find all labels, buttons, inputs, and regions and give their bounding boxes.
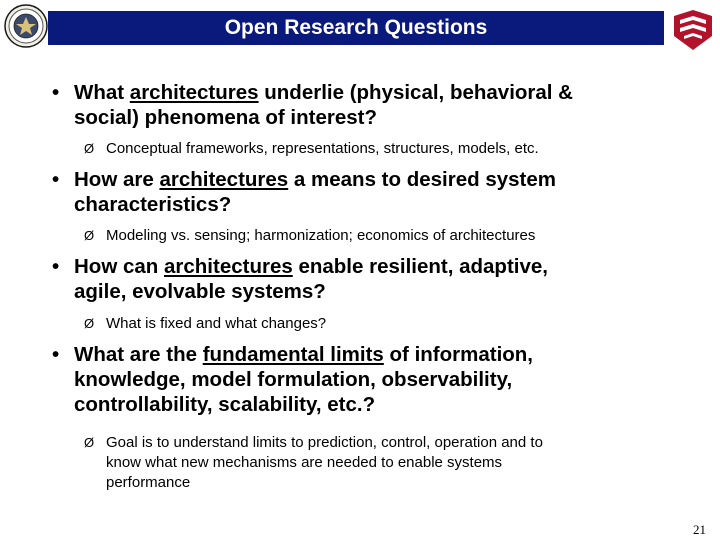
question-2: • How are architectures a means to desired system characteristics? [52,168,556,216]
bullet-icon: • [52,81,60,104]
page-number: 21 [693,522,706,537]
question-3: • How can architectures enable resilient, adaptive, agile, evolvable systems? [52,255,548,303]
emphasis-term: fundamental limits [202,343,384,366]
slide-title: Open Research Questions [224,16,488,39]
arrow-bullet-icon: Ø [84,228,95,243]
emphasis-term: architectures [159,168,289,191]
subpoint-4: Ø Goal is to understand limits to prediction, control, operation and to know what new mechanisms are needed to enable systems performance [84,434,543,491]
question-4: • What are the fundamental limits of information, knowledge, model formulation, observability, controllability, scalability, etc.? [52,343,534,416]
arrow-bullet-icon: Ø [84,435,95,450]
bullet-icon: • [52,343,60,366]
bullet-icon: • [52,168,60,191]
emphasis-term: architectures [164,255,293,278]
arrow-bullet-icon: Ø [84,316,95,331]
bullet-icon: • [52,255,60,278]
seal-icon [4,4,48,48]
logo-icon [670,8,716,52]
arrow-bullet-icon: Ø [84,141,95,156]
emphasis-term: architectures [129,81,259,104]
question-1: • What architectures underlie (physical, behavioral & social) phenomena of interest? [52,81,573,129]
